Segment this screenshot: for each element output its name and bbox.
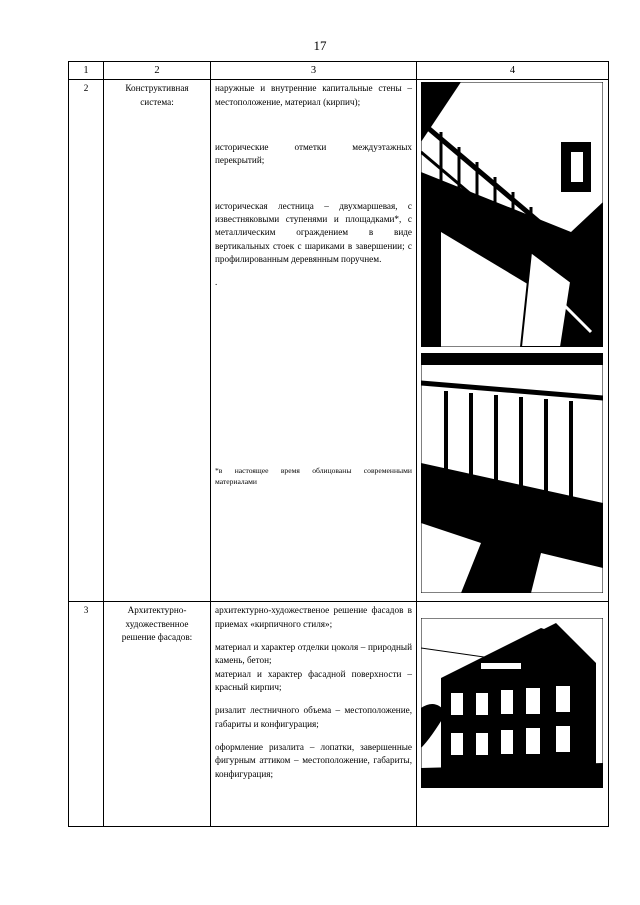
element-description xyxy=(211,80,417,602)
table-row xyxy=(69,602,609,827)
description-paragraph: историческая лестница – двухмаршевая, с известняковыми ступенями и площадками*, с металлическим ограждением в виде вертикальных стоек с шариками в завершении; с профилированным деревянным поручнем. xyxy=(215,200,412,264)
photo-cell xyxy=(417,602,609,827)
element-name: Конструктивная система: xyxy=(104,80,211,602)
description-paragraph: наружные и внутренние капитальные стены – местоположение, материал (кирпич); xyxy=(215,83,412,107)
description-paragraph: ризалит лестничного объема – местоположение, габариты и конфигурация; xyxy=(215,705,412,729)
header-col-2: 2 xyxy=(104,62,211,80)
row-number: 3 xyxy=(69,602,104,827)
description-paragraph: оформление ризалита – лопатки, завершенные фигурным аттиком – местоположение, габариты, конфигурация; xyxy=(215,741,412,779)
staircase-photo xyxy=(421,82,603,347)
description-paragraph: материал и характер отделки цоколя – природный камень, бетон; xyxy=(215,641,412,666)
stray-dot: . xyxy=(215,277,218,288)
element-description xyxy=(211,602,417,827)
page-number: 17 xyxy=(313,38,327,53)
footnote: *в настоящее время облицованы современными материалами xyxy=(215,466,412,486)
description-paragraph: материал и характер фасадной поверхности – красный кирпич; xyxy=(215,668,412,692)
element-name: Архитектурно-художественное решение фасадов: xyxy=(104,602,211,827)
header-col-3: 3 xyxy=(211,62,417,80)
table-row xyxy=(69,80,609,602)
description-paragraph: исторические отметки междуэтажных перекрытий; xyxy=(215,141,412,166)
railing-photo xyxy=(421,353,603,593)
photo-cell xyxy=(417,80,609,602)
header-col-1: 1 xyxy=(69,62,104,80)
facade-photo xyxy=(421,618,603,788)
table-header-row xyxy=(69,62,609,80)
header-col-4: 4 xyxy=(417,62,609,80)
heritage-table xyxy=(68,61,609,827)
description-paragraph: архитектурно-художественое решение фасадов в приемах «кирпичного стиля»; xyxy=(215,605,412,629)
row-number: 2 xyxy=(69,80,104,602)
